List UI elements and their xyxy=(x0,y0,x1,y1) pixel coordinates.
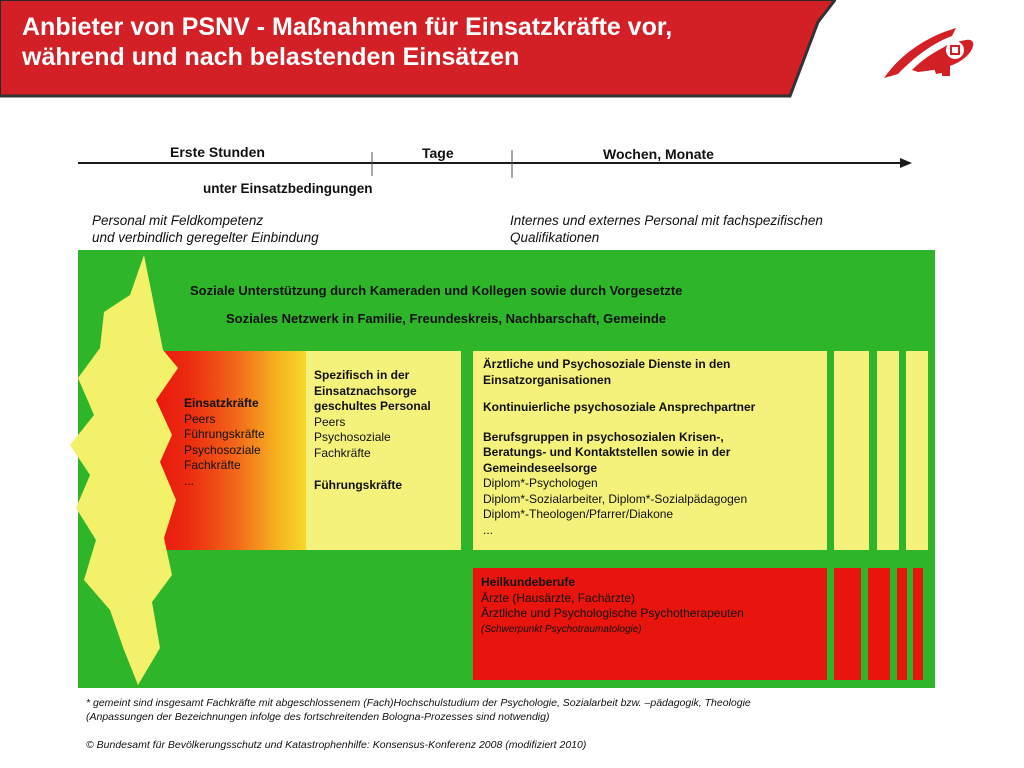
footnote-1: * gemeint sind insgesamt Fachkräfte mit abgeschlossenem (Fach)Hochschulstudium der Psychologie, Sozialarbeit bzw. –pädagogik, Theologie xyxy=(86,697,751,709)
services-item: Diplom*-Theologen/Pfarrer/Diakone xyxy=(483,507,674,521)
healing-heading: Heilkundeberufe xyxy=(481,575,576,589)
timeline-phase-weeks-months: Wochen, Monate xyxy=(603,146,714,162)
page-title-line1: Anbieter von PSNV - Maßnahmen für Einsatzkräfte vor, xyxy=(22,13,673,41)
responders-heading: Einsatzkräfte xyxy=(184,396,259,410)
continuation-stripe-red xyxy=(834,568,861,680)
specific-item: Psychosoziale xyxy=(314,430,391,444)
specific-footer: Führungskräfte xyxy=(314,478,403,492)
responders-item: ... xyxy=(184,473,195,488)
band-social-network: Soziales Netzwerk in Familie, Freundeskreis, Nachbarschaft, Gemeinde xyxy=(226,311,666,326)
continuation-stripe-red xyxy=(868,568,890,680)
continuation-stripe xyxy=(906,351,928,550)
healing-line: Ärztliche und Psychologische Psychotherapeuten xyxy=(481,606,744,620)
timeline-sublabel: unter Einsatzbedingungen xyxy=(203,181,373,196)
specific-heading: Spezifisch in der xyxy=(314,368,410,382)
responders-item: Peers xyxy=(184,411,216,426)
personnel-specialist xyxy=(510,212,823,246)
continuation-stripe xyxy=(877,351,899,550)
services-line: Kontinuierliche psychosoziale Ansprechpartner xyxy=(483,400,756,414)
timeline-phase-first-hours: Erste Stunden xyxy=(170,144,265,160)
services-line: Berufsgruppen in psychosozialen Krisen-, xyxy=(483,429,724,444)
personnel-left-line1: Personal mit Feldkompetenz xyxy=(92,213,264,228)
services-item: ... xyxy=(483,522,494,537)
responders-item: Führungskräfte xyxy=(184,427,265,441)
timeline-phase-days: Tage xyxy=(422,145,454,161)
personnel-field-competence xyxy=(92,212,319,246)
copyright: © Bundesamt für Bevölkerungsschutz und Katastrophenhilfe: Konsensus-Konferenz 2008 (modifiziert 2010) xyxy=(86,739,587,751)
box-specific-text xyxy=(314,368,431,494)
continuation-stripe-red xyxy=(897,568,907,680)
continuation-stripe xyxy=(834,351,869,550)
box-services-text xyxy=(483,357,755,538)
page-title-line2: während und nach belastenden Einsätzen xyxy=(22,43,520,71)
healing-line: (Schwerpunkt Psychotraumatologie) xyxy=(481,623,642,635)
services-line: Gemeindeseelsorge xyxy=(483,460,598,475)
burst-shape xyxy=(60,250,180,690)
services-line: Einsatzorganisationen xyxy=(483,372,612,387)
specific-item: Peers xyxy=(314,414,346,429)
personnel-right-line2: Qualifikationen xyxy=(510,230,600,245)
services-line: Ärztliche und Psychosoziale Dienste in den xyxy=(483,357,731,371)
services-line: Beratungs- und Kontaktstellen sowie in der xyxy=(483,445,731,459)
personnel-right-line1: Internes und externes Personal mit fachspezifischen xyxy=(510,213,823,228)
specific-heading: Einsatznachsorge xyxy=(314,383,417,398)
specific-item: Fachkräfte xyxy=(314,445,371,460)
band-social-support: Soziale Unterstützung durch Kameraden und Kollegen sowie durch Vorgesetzte xyxy=(190,283,683,298)
personnel-left-line2: und verbindlich geregelter Einbindung xyxy=(92,230,319,245)
box-responders-text xyxy=(184,396,265,489)
healing-line: Ärzte (Hausärzte, Fachärzte) xyxy=(481,590,636,605)
specific-heading: geschultes Personal xyxy=(314,399,431,413)
timeline-arrow xyxy=(0,0,1024,200)
footnote-2: (Anpassungen der Bezeichnungen infolge des fortschreitenden Bologna-Prozesses sind notwendig) xyxy=(86,711,550,723)
responders-item: Fachkräfte xyxy=(184,458,241,472)
responders-item: Psychosoziale xyxy=(184,442,261,457)
box-healing-text xyxy=(481,575,744,637)
services-item: Diplom*-Sozialarbeiter, Diplom*-Sozialpädagogen xyxy=(483,491,748,506)
continuation-stripe-red xyxy=(913,568,923,680)
services-item: Diplom*-Psychologen xyxy=(483,476,598,490)
